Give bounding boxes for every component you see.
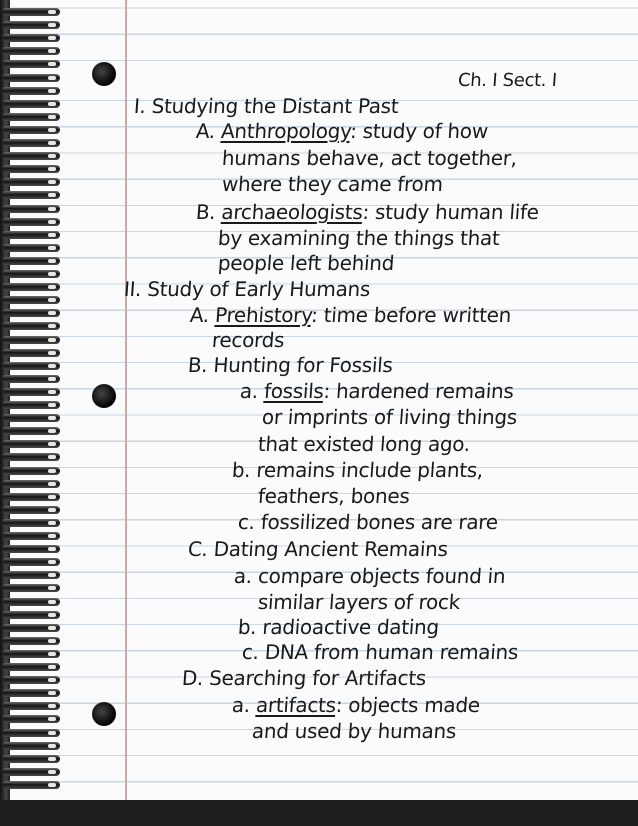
- artifacts-item-a: [231, 692, 481, 718]
- spiral-coil: [2, 322, 60, 330]
- term-artifacts: artifacts: [255, 693, 337, 717]
- punch-hole-middle: [92, 384, 116, 408]
- dating-item-b: b. radioactive dating: [237, 615, 440, 639]
- spiral-coil: [2, 205, 60, 213]
- definition-line: feathers, bones: [257, 484, 411, 508]
- spiral-coil: [2, 178, 60, 186]
- item-label: a.: [239, 379, 259, 403]
- spiral-coil: [2, 34, 60, 42]
- spiral-coil: [2, 309, 60, 317]
- spiral-coil: [2, 624, 60, 632]
- spiral-coil: [2, 375, 60, 383]
- definition-text: : hardened remains: [322, 379, 515, 403]
- spiral-coil: [2, 584, 60, 592]
- item-label: a.: [231, 693, 251, 717]
- section-2-item-b-title: B. Hunting for Fossils: [187, 353, 394, 377]
- spiral-coil: [2, 296, 60, 304]
- definition-text: : objects made: [334, 693, 481, 717]
- spiral-coil: [2, 191, 60, 199]
- spiral-coil: [2, 388, 60, 396]
- spiral-coil: [2, 702, 60, 710]
- spiral-coil: [2, 427, 60, 435]
- spiral-coil: [2, 755, 60, 763]
- section-1-item-a: [195, 118, 489, 144]
- item-label: A.: [195, 119, 216, 143]
- spiral-coil: [2, 401, 60, 409]
- spiral-coil: [2, 493, 60, 501]
- term-fossils: fossils: [263, 379, 325, 403]
- spiral-coil: [2, 440, 60, 448]
- fossils-item-a: [239, 378, 514, 404]
- spiral-coil: [2, 781, 60, 789]
- section-2-title: II. Study of Early Humans: [123, 277, 372, 301]
- item-label: A.: [189, 303, 210, 327]
- spiral-coil: [2, 100, 60, 108]
- spiral-coil: [2, 545, 60, 553]
- definition-line: and used by humans: [251, 719, 457, 743]
- spiral-coil: [2, 663, 60, 671]
- spiral-coil: [2, 47, 60, 55]
- definition-line: by examining the things that: [217, 226, 501, 250]
- spiral-coil: [2, 21, 60, 29]
- section-2-item-a: [189, 302, 512, 328]
- definition-line: people left behind: [217, 251, 395, 275]
- spiral-coil: [2, 126, 60, 134]
- spiral-coil: [2, 349, 60, 357]
- term-prehistory: Prehistory: [214, 303, 313, 327]
- spiral-coil: [2, 768, 60, 776]
- fossils-item-c: c. fossilized bones are rare: [237, 510, 499, 534]
- definition-line: or imprints of living things: [261, 405, 518, 429]
- definition-line: similar layers of rock: [257, 590, 461, 614]
- spiral-coil: [2, 689, 60, 697]
- section-2-item-c-title: C. Dating Ancient Remains: [187, 537, 449, 561]
- scan-border: [0, 800, 638, 826]
- punch-hole-bottom: [92, 702, 116, 726]
- term-archaeologists: archaeologists: [220, 200, 364, 224]
- dating-item-c: c. DNA from human remains: [241, 640, 519, 664]
- spiral-coil: [2, 650, 60, 658]
- item-label: B.: [195, 200, 217, 224]
- spiral-coil: [2, 532, 60, 540]
- spiral-coil: [2, 231, 60, 239]
- definition-line: that existed long ago.: [257, 432, 471, 456]
- spiral-coil: [2, 715, 60, 723]
- spiral-coil: [2, 139, 60, 147]
- spiral-coil: [2, 257, 60, 265]
- spiral-coil: [2, 729, 60, 737]
- spiral-coil: [2, 283, 60, 291]
- spiral-binding: [0, 0, 60, 800]
- definition-text: : study human life: [361, 200, 540, 224]
- spiral-coil: [2, 571, 60, 579]
- spiral-coil: [2, 480, 60, 488]
- spiral-coil: [2, 519, 60, 527]
- spiral-coil: [2, 467, 60, 475]
- spiral-coil: [2, 336, 60, 344]
- spiral-coil: [2, 8, 60, 16]
- spiral-coil: [2, 611, 60, 619]
- spiral-coil: [2, 598, 60, 606]
- definition-line: records: [211, 328, 286, 352]
- spiral-coil: [2, 362, 60, 370]
- term-anthropology: Anthropology: [220, 119, 352, 143]
- spiral-coil: [2, 244, 60, 252]
- spiral-coil: [2, 152, 60, 160]
- spiral-coil: [2, 637, 60, 645]
- spiral-coil: [2, 165, 60, 173]
- margin-line: [125, 0, 127, 800]
- section-1-item-b: [195, 199, 540, 225]
- spiral-coil: [2, 742, 60, 750]
- spiral-coil: [2, 558, 60, 566]
- section-2-item-d-title: D. Searching for Artifacts: [181, 666, 427, 690]
- spiral-coil: [2, 218, 60, 226]
- spiral-coil: [2, 676, 60, 684]
- spiral-coil: [2, 60, 60, 68]
- spiral-coil: [2, 414, 60, 422]
- definition-line: where they came from: [221, 172, 444, 196]
- fossils-item-b: b. remains include plants,: [231, 458, 484, 482]
- definition-text: : time before written: [310, 303, 513, 327]
- spiral-coil: [2, 113, 60, 121]
- dating-item-a: a. compare objects found in: [233, 564, 507, 588]
- spiral-coil: [2, 74, 60, 82]
- spiral-coil: [2, 506, 60, 514]
- spiral-coil: [2, 453, 60, 461]
- spiral-coil: [2, 270, 60, 278]
- definition-line: humans behave, act together,: [221, 146, 518, 170]
- section-1-title: I. Studying the Distant Past: [133, 94, 400, 118]
- header-label: Ch. I Sect. I: [457, 70, 558, 91]
- punch-hole-top: [92, 62, 116, 86]
- spiral-coil: [2, 87, 60, 95]
- definition-text: : study of how: [349, 119, 489, 143]
